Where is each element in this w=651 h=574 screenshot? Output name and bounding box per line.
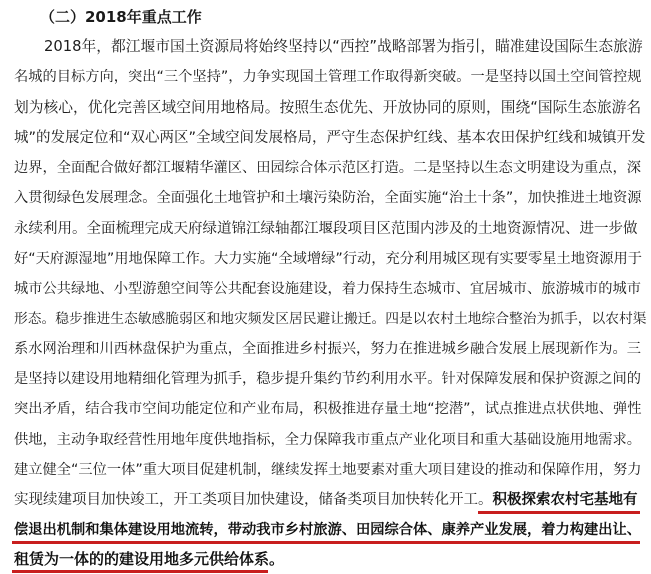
- highlighted-line: 偿退出机制和集体建设用地流转，带动我市乡村旅游、田园综合体、康养产业发展，着力构建出让、: [14, 522, 642, 538]
- paragraph-line: 好“天府源湿地”用地保障工作。大力实施“全域增绿”行动，充分利用城区现有实要零星土地资源用于: [14, 251, 643, 267]
- paragraph-line: 城市公共绿地、小型游憩空间等公共配套设施建设，着力保持生态城市、宜居城市、旅游城市的城市: [14, 281, 642, 297]
- paragraph-line: 城”的发展定位和“双心两区”全域空间发展格局，严守生态保护红线、基本农田保护红线和城镇开发: [14, 130, 646, 146]
- paragraph-line: 名城的目标方向，突出“三个坚持”，力争实现国土管理工作取得新突破。一是坚持以国土空间管控规: [14, 69, 642, 85]
- highlighted-text: 积极探索农村宅基地有: [492, 492, 638, 508]
- paragraph-line: 2018年，都江堰市国土资源局将始终坚持以“西控”战略部署为指引，瞄准建设国际生态旅游: [44, 38, 643, 55]
- section-heading: （二）2018年重点工作: [40, 8, 202, 26]
- paragraph-line: 是坚持以建设用地精细化管理为抓手，稳步提升集约节约利用水平。针对保障发展和保护资源之间的: [14, 371, 642, 387]
- paragraph-line: 形态。稳步推进生态敏感脆弱区和地灾频发区居民避让搬迁。四是以农村土地综合整治为抓手，以农村渠: [14, 311, 647, 327]
- highlight-underline: [478, 511, 640, 514]
- paragraph-line: 建立健全“三位一体”重大项目促建机制，继续发挥土地要素对重大项目建设的推动和保障作用，努力: [14, 462, 642, 478]
- paragraph-line: 入贯彻绿色发展理念。全面强化土地管护和土壤污染防治，全面实施“治土十条”，加快推进土地资源: [14, 190, 642, 206]
- paragraph-line-with-highlight: [14, 490, 638, 510]
- paragraph-line: 供地，主动争取经营性用地年度供地指标，全力保障我市重点产业化项目和重大基础设施用地需求。: [14, 432, 642, 448]
- highlighted-line: 租赁为一体的的建设用地多元供给体系。: [14, 550, 285, 568]
- paragraph-line: 系水网治理和川西林盘保护为重点，全面推进乡村振兴，努力在推进城乡融合发展上展现新作为。三: [14, 341, 642, 357]
- highlight-underline: [12, 570, 268, 573]
- paragraph-text: 实现续建项目加快竣工，开工类项目加快建设，储备类项目加快转化开工。: [14, 492, 493, 508]
- paragraph-line: 突出矛盾，结合我市空间功能定位和产业布局，积极推进存量土地“挖潜”，试点推进点状供地、弹性: [14, 401, 642, 417]
- highlight-underline: [12, 541, 640, 544]
- paragraph-line: 边界，全面配合做好都江堰精华灌区、田园综合体示范区打造。二是坚持以生态文明建设为重点，深: [14, 160, 642, 176]
- paragraph-line: 永续利用。全面梳理完成天府绿道锦江绿轴都江堰段项目区范围内涉及的土地资源情况、进一步做: [14, 221, 638, 237]
- paragraph-line: 划为核心，优化完善区域空间用地格局。按照生态优先、开放协同的原则，围绕“国际生态旅游名: [14, 99, 642, 116]
